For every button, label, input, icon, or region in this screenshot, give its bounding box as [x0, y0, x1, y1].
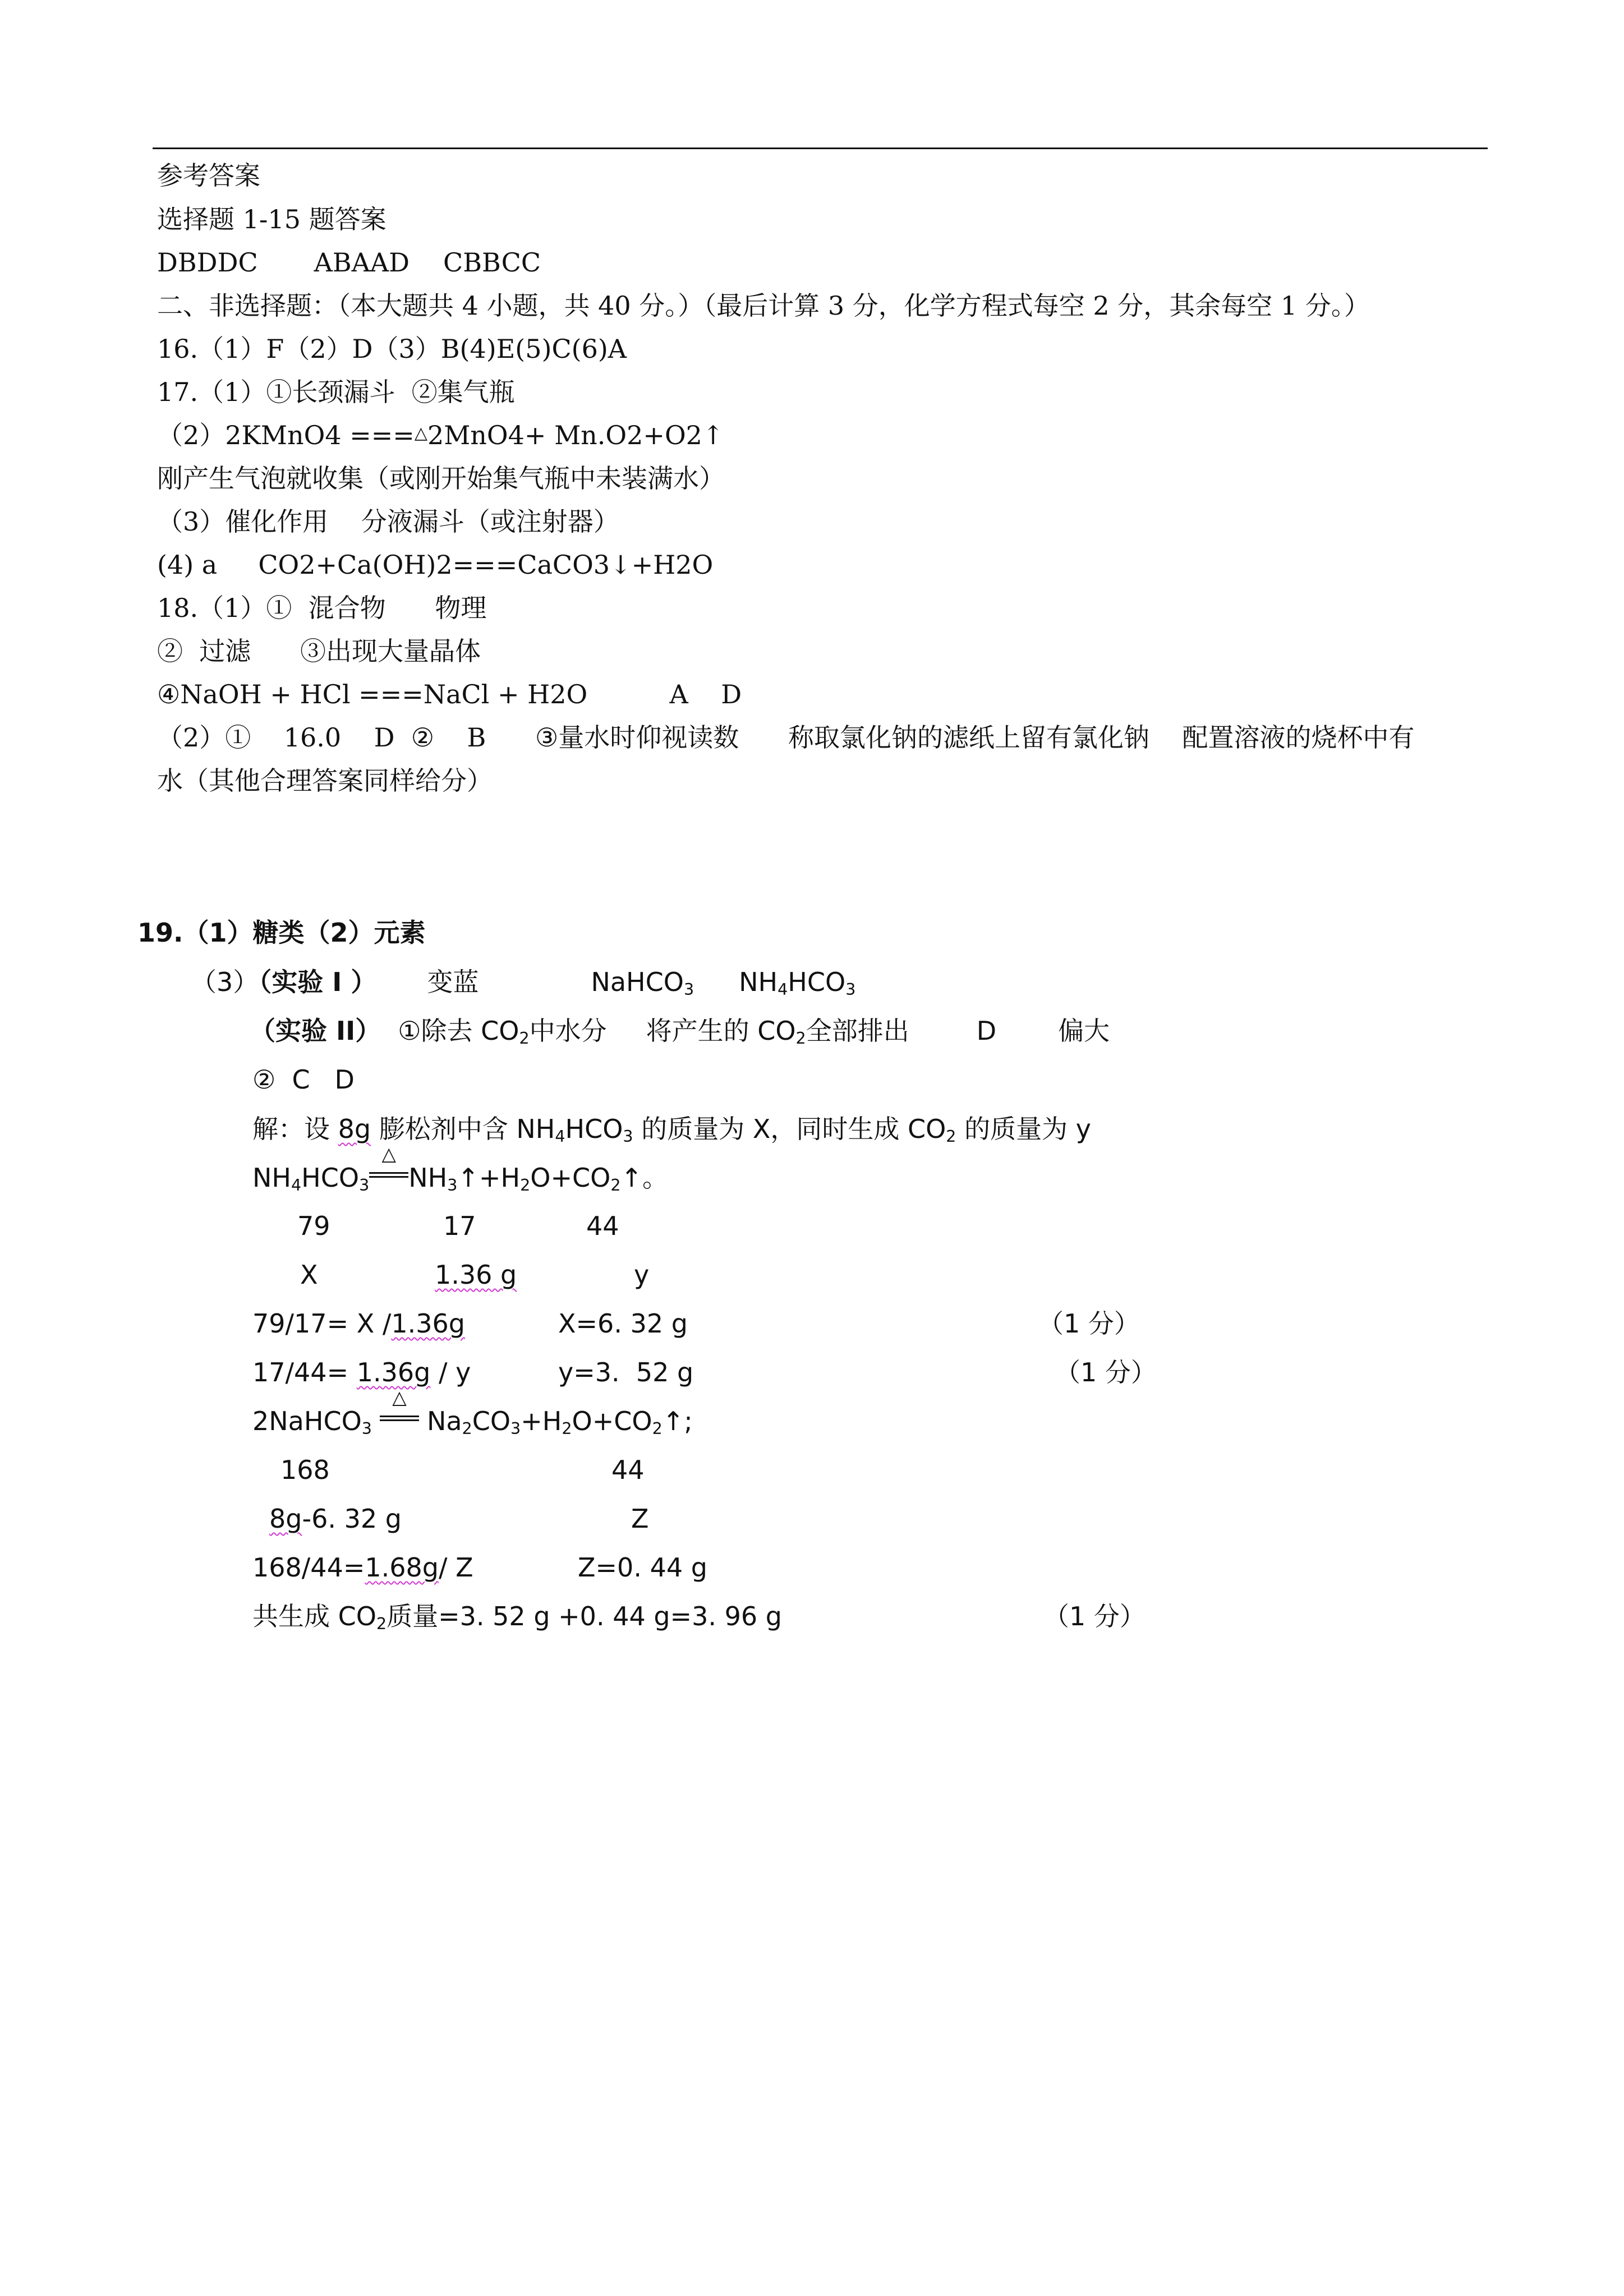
subscript: 2	[562, 1419, 572, 1439]
subscript: 4	[555, 1127, 565, 1146]
text: 膨松剂中含 NH	[371, 1114, 555, 1144]
text: / Z	[439, 1552, 473, 1583]
exp2-text: 将产生的 CO	[646, 1016, 796, 1046]
nh4hco3-formula	[739, 967, 855, 997]
ratio-3	[252, 1552, 473, 1583]
q17-line5: (4) a CO2+Ca(OH)2===CaCO3↓+H2O	[157, 550, 714, 580]
experiment-2-label: （实验 II）	[250, 1016, 381, 1046]
q19-solution-intro	[252, 1114, 1091, 1146]
mc-answers-group-3: CBBCC	[443, 247, 541, 278]
top-divider-line	[153, 147, 1488, 149]
subscript: 3	[845, 980, 856, 999]
text: / y	[430, 1357, 471, 1387]
q17-line2	[157, 422, 724, 448]
subscript: 3	[623, 1127, 633, 1146]
molar-mass-17: 17	[443, 1211, 476, 1241]
spellcheck-text: 8g	[269, 1504, 302, 1534]
q19-equation-1	[252, 1142, 669, 1195]
equals-bar	[380, 1416, 419, 1421]
q19-exp2-line	[250, 1016, 1110, 1048]
text: 168/44=	[252, 1552, 365, 1583]
nahco3-formula	[591, 967, 694, 997]
subscript: 2	[519, 1029, 530, 1048]
mc-answers	[157, 247, 541, 278]
text: 79/17= X /	[252, 1308, 392, 1339]
text: ↑+H	[457, 1163, 521, 1193]
q17-line3: 刚产生气泡就收集（或刚开始集气瓶中未装满水）	[157, 463, 725, 494]
q18-line3: ④NaOH + HCl ===NaCl + H2O A D	[157, 679, 742, 709]
subscript: 3	[447, 1176, 458, 1195]
subscript: 3	[510, 1419, 521, 1439]
subscript: 2	[520, 1176, 531, 1195]
subscript: 2	[946, 1127, 956, 1146]
text: +H	[521, 1406, 562, 1436]
mc-answers-group-1: DBDDC	[157, 247, 258, 278]
q19-exp1-line	[191, 967, 856, 999]
text: HCO	[565, 1114, 623, 1144]
q19-equation-2	[252, 1386, 693, 1439]
formula-text: NaHCO	[591, 967, 684, 997]
result-y: y=3. 52 g	[558, 1357, 694, 1387]
equals-bar	[369, 1172, 408, 1178]
mass-1-36g: 1.36 g	[435, 1260, 517, 1290]
q18-line2: ② 过滤 ③出现大量晶体	[157, 636, 481, 666]
q17-eq-right: 2MnO4+ Mn.O2+O2↑	[427, 420, 724, 450]
molar-mass-44-b: 44	[611, 1455, 645, 1485]
subscript: 4	[291, 1176, 302, 1195]
formula-text: NH	[739, 967, 778, 997]
doc-title: 参考答案	[157, 160, 260, 191]
subscript: 2	[462, 1419, 472, 1439]
text: NH	[252, 1163, 291, 1193]
mass-difference	[269, 1506, 402, 1532]
text: NH	[408, 1163, 448, 1193]
unknown-y: y	[634, 1260, 650, 1290]
subscript: 2	[652, 1419, 663, 1439]
q18-line4: （2）① 16.0 D ② B ③量水时仰视读数 称取氯化钠的滤纸上留有氯化钠 配置溶液的烧杯中有	[157, 722, 1415, 753]
subscript: 3	[683, 980, 694, 999]
text: HCO	[301, 1163, 360, 1193]
molar-mass-44: 44	[586, 1211, 619, 1241]
text: 2NaHCO	[252, 1406, 362, 1436]
molar-mass-79: 79	[297, 1211, 330, 1241]
heat-arrow	[380, 1386, 419, 1434]
molar-mass-168: 168	[280, 1455, 330, 1485]
q19-title: 19.（1）糖类（2）元素	[137, 918, 426, 948]
exp2-text: 全部排出	[806, 1016, 909, 1046]
text: 共生成 CO	[252, 1601, 376, 1631]
ratio-1	[252, 1308, 465, 1339]
q19-cd-line: ② C D	[252, 1064, 355, 1095]
q17-line4: （3）催化作用 分液漏斗（或注射器）	[157, 506, 619, 537]
subscript: 2	[610, 1176, 621, 1195]
subscript: 2	[795, 1029, 806, 1048]
text: -6. 32 g	[302, 1504, 402, 1534]
text: O+CO	[572, 1406, 652, 1436]
text: 质量=3. 52 g +0. 44 g=3. 96 g	[387, 1601, 782, 1631]
text: CO	[472, 1406, 511, 1436]
delta-symbol: △	[414, 423, 427, 443]
text: ↑。	[620, 1163, 669, 1193]
subscript: 3	[359, 1176, 370, 1195]
text: 的质量为 X，同时生成 CO	[633, 1114, 946, 1144]
result-blue: 变蓝	[427, 967, 479, 997]
result-x: X=6. 32 g	[558, 1308, 688, 1339]
spellcheck-text: 1.68g	[365, 1552, 439, 1583]
text: 的质量为 y	[956, 1114, 1091, 1144]
q19-part3-label: （3）	[191, 967, 259, 997]
exp2-text: ①除去 CO	[398, 1016, 519, 1046]
mc-answers-group-2: ABAAD	[314, 247, 410, 278]
q18-line1: 18.（1）① 混合物 物理	[157, 593, 487, 623]
delta-symbol: △	[392, 1386, 407, 1408]
exp2-answer-d: D	[976, 1016, 997, 1046]
spellcheck-text: 1.36g	[356, 1357, 431, 1387]
point-marker-3: （1 分）	[1043, 1601, 1145, 1631]
text: O+CO	[530, 1163, 611, 1193]
ratio-2	[252, 1359, 471, 1385]
mc-title: 选择题 1-15 题答案	[157, 204, 387, 234]
subscript: 2	[376, 1615, 387, 1634]
delta-symbol: △	[381, 1142, 396, 1165]
text: 解：设	[252, 1114, 338, 1144]
point-marker-1: （1 分）	[1038, 1308, 1140, 1339]
result-z: Z=0. 44 g	[578, 1552, 707, 1583]
q17-line1: 17.（1）①长颈漏斗 ②集气瓶	[157, 377, 515, 407]
q18-line5: 水（其他合理答案同样给分）	[157, 766, 493, 796]
section2-heading: 二、非选择题：（本大题共 4 小题，共 40 分。）（最后计算 3 分，化学方程式每空 2 分，其余每空 1 分。）	[157, 291, 1370, 321]
point-marker-2: （1 分）	[1055, 1357, 1157, 1387]
spellcheck-text: 1.36g	[391, 1308, 465, 1339]
exp2-answer-larger: 偏大	[1058, 1016, 1110, 1046]
unknown-x: X	[300, 1260, 318, 1290]
heat-arrow	[369, 1142, 408, 1191]
unknown-z: Z	[631, 1504, 649, 1534]
q16-answer: 16.（1）F（2）D（3）B(4)E(5)C(6)A	[157, 334, 627, 364]
text: ↑;	[662, 1406, 693, 1436]
text: Na	[426, 1406, 462, 1436]
exp2-text: 中水分	[529, 1016, 607, 1046]
text: 17/44=	[252, 1357, 357, 1387]
formula-text: HCO	[788, 967, 846, 997]
spellcheck-text: 8g	[338, 1114, 371, 1144]
subscript: 3	[361, 1419, 372, 1439]
experiment-1-label: （实验 I ）	[259, 967, 377, 997]
q17-eq-left: （2）2KMnO4 ===	[157, 420, 415, 450]
total-co2	[252, 1601, 782, 1634]
subscript: 4	[778, 980, 788, 999]
